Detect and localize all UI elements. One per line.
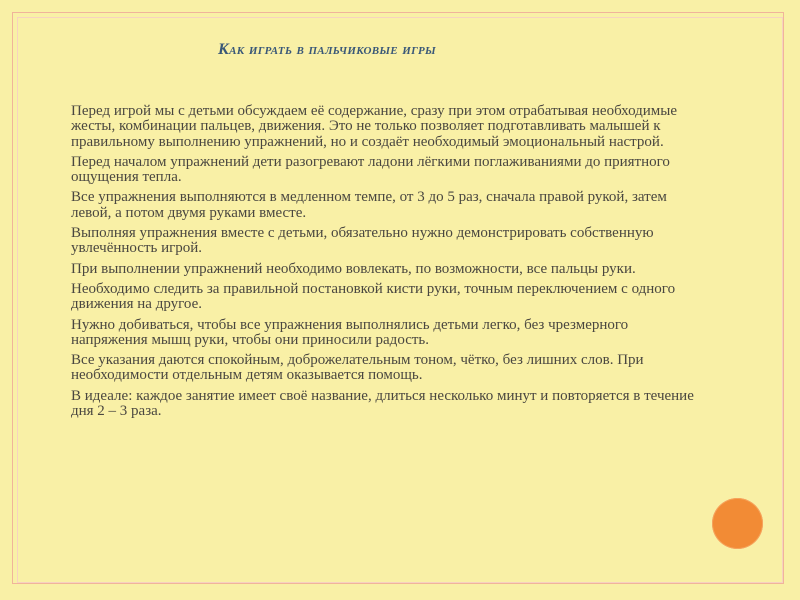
list-item	[50, 155, 705, 186]
bullet-text: Необходимо следить за правильной постановкой кисти руки, точным переключением с одного движения на другое.	[71, 280, 676, 313]
list-item	[50, 190, 705, 221]
bullet-text: Нужно добиваться, чтобы все упражнения выполнялись детьми легко, без чрезмерного напряжения мышц руки, чтобы они приносили радость.	[71, 316, 629, 348]
decorative-circle-icon	[712, 498, 763, 549]
list-item	[50, 353, 705, 384]
list-item	[50, 282, 705, 313]
slide-title: Как играть в пальчиковые игры	[218, 41, 437, 58]
bullet-text: Перед игрой мы с детьми обсуждаем её содержание, сразу при этом отрабатывая необходимые жесты, комбинации пальцев, движения. Это не только позволяет подготавливать малышей к правильному выполнению упражнений, но и создаёт необходимый эмоциональный настрой.	[71, 103, 678, 150]
bullet-text: При выполнении упражнений необходимо вовлекать, по возможности, все пальцы руки.	[71, 260, 636, 277]
list-item	[50, 318, 705, 349]
bullet-text: Перед началом упражнений дети разогревают ладони лёгкими поглаживаниями до приятного ощущения тепла.	[71, 153, 670, 186]
bullet-list	[50, 104, 705, 424]
list-item	[50, 262, 705, 277]
list-item	[50, 104, 705, 150]
bullet-text: Выполняя упражнения вместе с детьми, обязательно нужно демонстрировать собственную увлечённость игрой.	[71, 225, 654, 257]
list-item	[50, 389, 705, 420]
bullet-text: Все указания даются спокойным, доброжелательным тоном, чётко, без лишних слов. При необходимости отдельным детям оказывается помощь.	[71, 352, 644, 384]
list-item	[50, 226, 705, 257]
bullet-text: Все упражнения выполняются в медленном темпе, от 3 до 5 раз, сначала правой рукой, затем левой, а потом двумя руками вместе.	[71, 189, 667, 221]
bullet-text: В идеале: каждое занятие имеет своё название, длиться несколько минут и повторяется в течение дня 2 – 3 раза.	[71, 387, 694, 420]
